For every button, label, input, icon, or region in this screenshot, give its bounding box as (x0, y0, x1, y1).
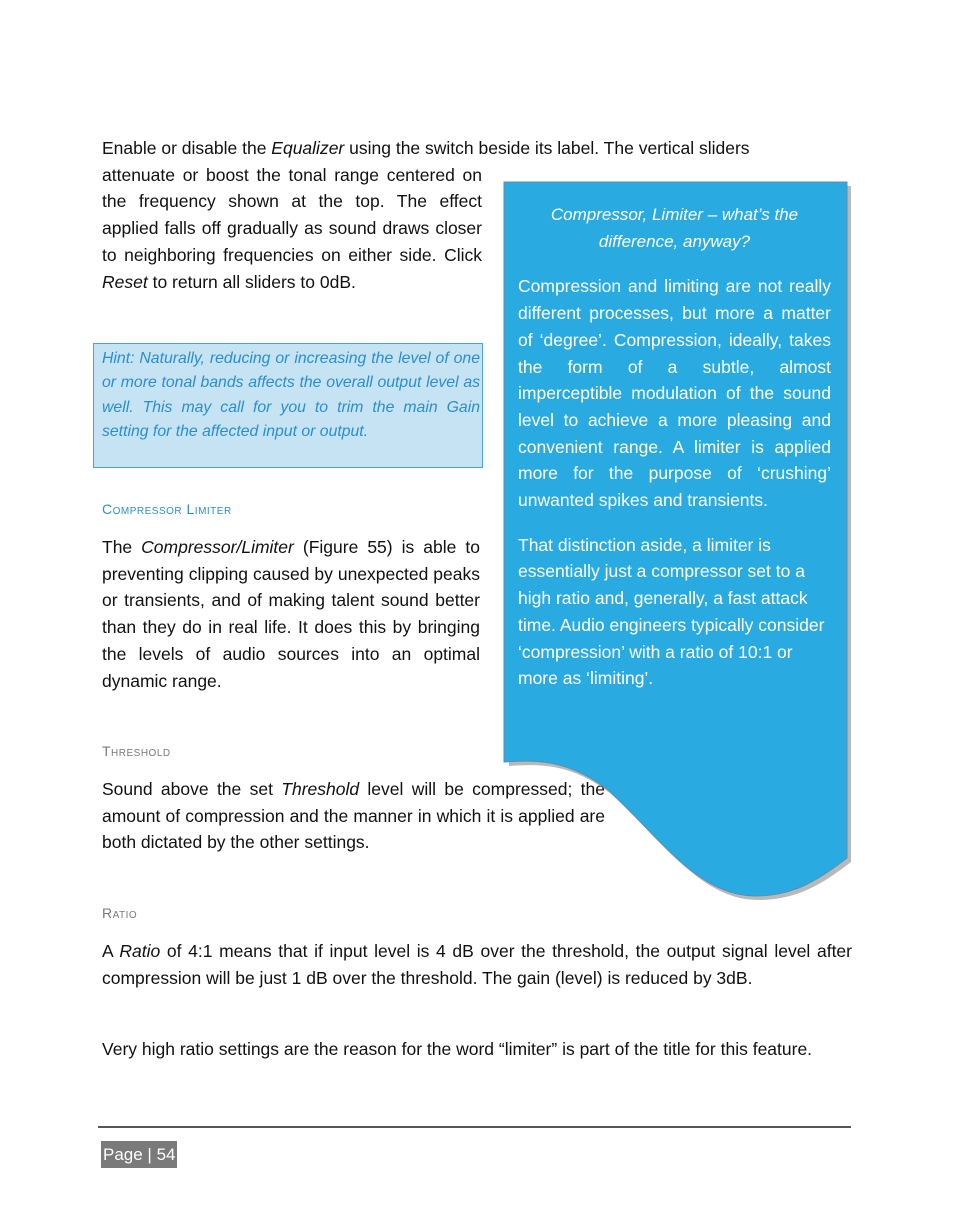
callout-text (518, 202, 831, 710)
hint-box: Hint: Naturally, reducing or increasing the level of one or more tonal bands affects the overall output level as well. This may call for you to trim the main Gain setting for the affected input or output. (93, 343, 483, 468)
section-heading-compressor: Compressor Limiter (102, 501, 232, 517)
limiter-paragraph: Very high ratio settings are the reason for the word “limiter” is part of the title for this feature. (102, 1039, 813, 1059)
callout-title: Compressor, Limiter – what’s the difference, anyway? (550, 205, 799, 251)
section-heading-ratio: Ratio (102, 905, 138, 921)
ratio-paragraph: A Ratio of 4:1 means that if input level is 4 dB over the threshold, the output signal level after compression will be just 1 dB over the threshold. The gain (level) is reduced by 3dB. (102, 941, 852, 988)
equalizer-paragraph: Enable or disable the Equalizer using the switch beside its label. The vertical sliders attenuate or boost the tonal range centered on the frequency shown at the top. The effect applied falls off gradually as sound draws closer to neighboring frequencies on either side. Click Reset to return all sliders to 0dB. (102, 138, 750, 292)
section-heading-threshold: Threshold (102, 743, 171, 759)
page-number: Page | 54 (101, 1141, 177, 1168)
compressor-paragraph: The Compressor/Limiter (Figure 55) is able to preventing clipping caused by unexpected peaks or transients, and of making talent sound better than they do in real life. It does this by bringing the levels of audio sources into an optimal dynamic range. (102, 537, 480, 691)
callout-paragraph-2: That distinction aside, a limiter is essentially just a compressor set to a high ratio and, generally, a fast attack time. Audio engineers typically consider ‘compression’ with a ratio of 10:1 or more as ‘limiting’. (518, 534, 825, 689)
callout-paragraph-1: Compression and limiting are not really different processes, but more a matter of ‘degree’. Compression, ideally, takes the form of a subtle, almost imperceptible modulation of the sound level to achieve a more pleasing and convenient range. A limiter is applied more for the purpose of ‘crushing’ unwanted spikes and transients. (518, 276, 831, 511)
footer-rule (98, 1126, 851, 1128)
threshold-paragraph: Sound above the set Threshold level will be compressed; the amount of compression and the manner in which it is applied are both dictated by the other settings. (102, 779, 605, 853)
